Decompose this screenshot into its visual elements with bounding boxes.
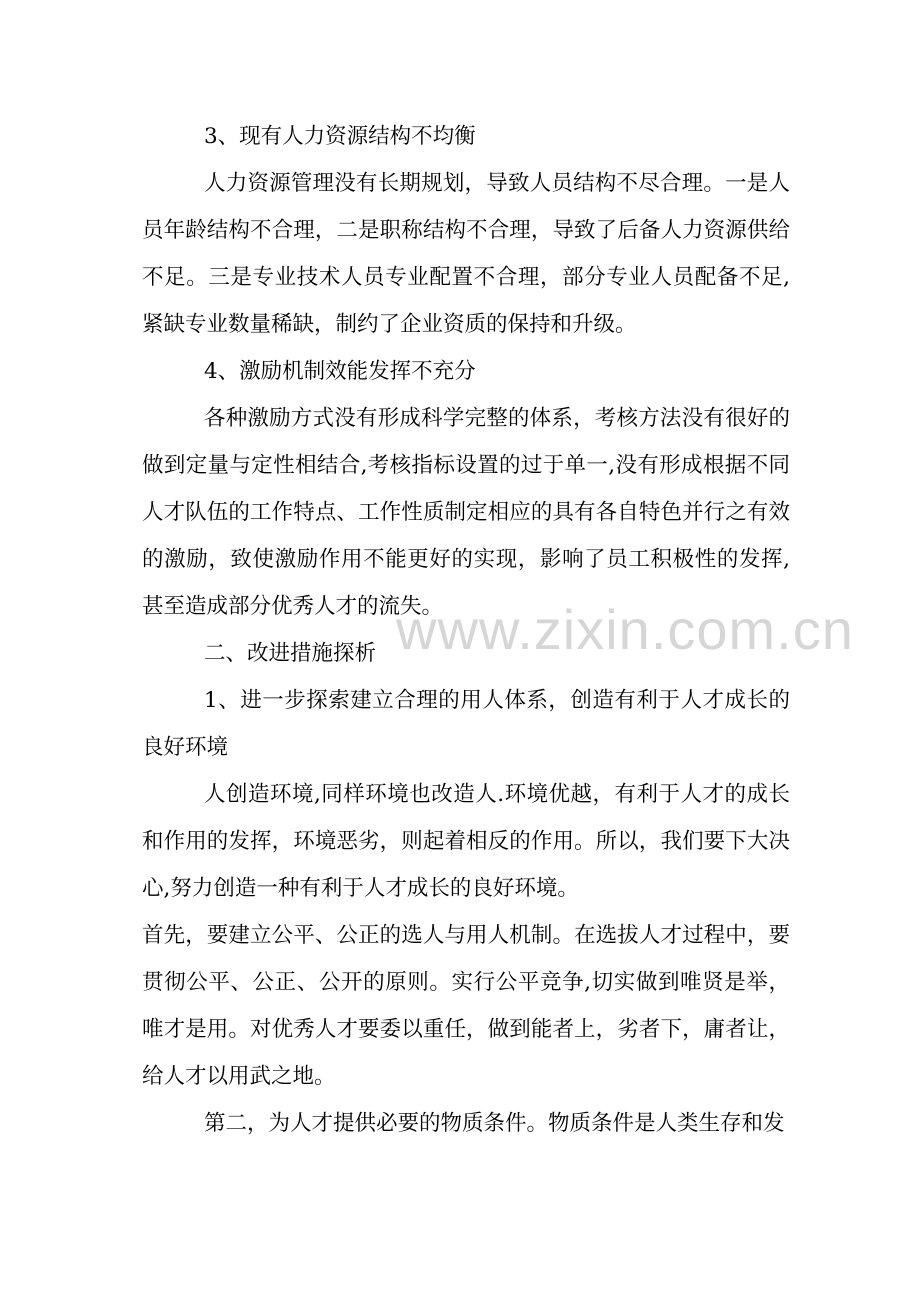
paragraph-incentive: 各种激励方式没有形成科学完整的体系，考核方法没有很好的做到定量与定性相结合,考核指标设置的过于单一,没有形成根据不同人才队伍的工作特点、工作性质制定相应的具有各自特色并行之有效的激励，致使激励作用不能更好的实现，影响了员工积极性的发挥,甚至造成部分优秀人才的流失。 bbox=[142, 406, 790, 619]
section-heading-measures: 二、改进措施探析 bbox=[204, 641, 377, 666]
heading-3-structure: 3、现有人力资源结构不均衡 bbox=[204, 124, 476, 149]
paragraph-structure: 人力资源管理没有长期规划，导致人员结构不尽合理。一是人员年龄结构不合理，二是职称结构不合理，导致了后备人力资源供给不足。三是专业技术人员专业配置不合理，部分专业人员配备不足,紧缺专业数量稀缺，制约了企业资质的保持和升级。 bbox=[142, 171, 790, 337]
paragraph-second-measure: 第二，为人才提供必要的物质条件。物质条件是人类生存和发 bbox=[204, 1111, 785, 1136]
heading-4-incentive: 4、激励机制效能发挥不充分 bbox=[204, 359, 476, 384]
document-body bbox=[142, 113, 790, 1147]
heading-1-environment: 1、进一步探索建立合理的用人体系，创造有利于人才成长的良好环境 bbox=[142, 688, 790, 760]
watermark: www.zixin.com.cn bbox=[396, 598, 854, 661]
paragraph-environment: 人创造环境,同样环境也改造人.环境优越，有利于人才的成长和作用的发挥，环境恶劣，则起着相反的作用。所以，我们要下大决心,努力创造一种有利于人才成长的良好环境。 bbox=[142, 782, 790, 901]
paragraph-first-measure: 首先，要建立公平、公正的选人与用人机制。在选拔人才过程中，要贯彻公平、公正、公开的原则。实行公平竞争,切实做到唯贤是举，唯才是用。对优秀人才要委以重任，做到能者上，劣者下，庸者让，给人才以用武之地。 bbox=[142, 923, 790, 1089]
